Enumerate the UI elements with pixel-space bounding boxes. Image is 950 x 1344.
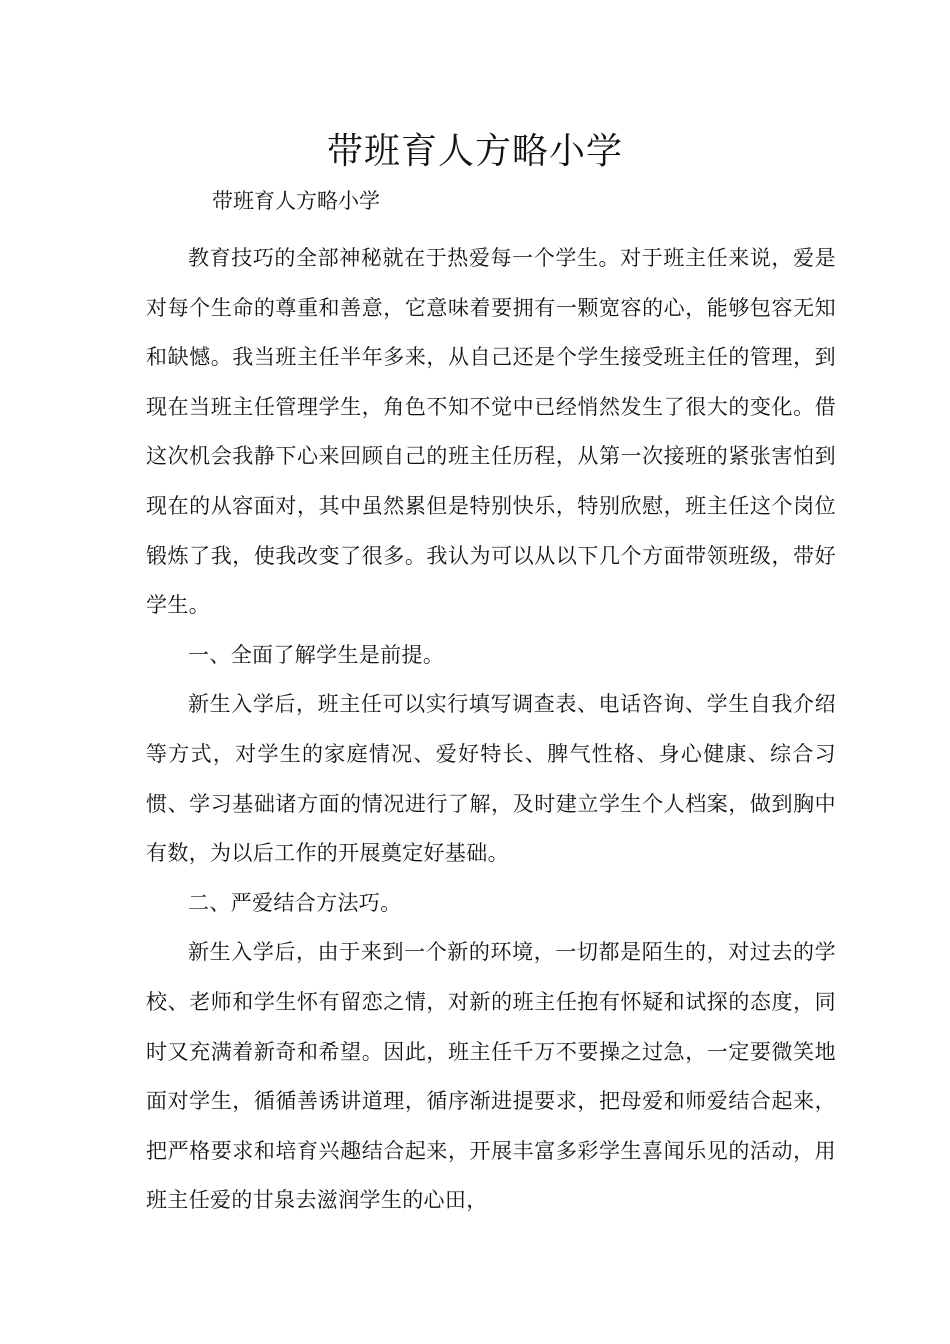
paragraph-section-1: 新生入学后，班主任可以实行填写调查表、电话咨询、学生自我介绍等方式，对学生的家庭情况、爱好特长、脾气性格、身心健康、综合习惯、学习基础诸方面的情况进行了解，及时建立学生个人档案，做到胸中有数，为以后工作的开展奠定好基础。 — [146, 692, 836, 866]
document-subtitle: 带班育人方略小学 — [212, 189, 380, 213]
section-heading-1: 一、全面了解学生是前提。 — [188, 642, 445, 667]
paragraph-section-2: 新生入学后，由于来到一个新的环境，一切都是陌生的，对过去的学校、老师和学生怀有留恋之情，对新的班主任抱有怀疑和试探的态度，同时又充满着新奇和希望。因此，班主任千万不要操之过急，一定要微笑地面对学生，循循善诱讲道理，循序渐进提要求，把母爱和师爱结合起来，把严格要求和培育兴趣结合起来，开展丰富多彩学生喜闻乐见的活动，用班主任爱的甘泉去滋润学生的心田， — [146, 940, 836, 1213]
paragraph-intro: 教育技巧的全部神秘就在于热爱每一个学生。对于班主任来说，爱是对每个生命的尊重和善意，它意味着要拥有一颗宽容的心，能够包容无知和缺憾。我当班主任半年多来，从自己还是个学生接受班主任的管理，到现在当班主任管理学生，角色不知不觉中已经悄然发生了很大的变化。借这次机会我静下心来回顾自己的班主任历程，从第一次接班的紧张害怕到现在的从容面对，其中虽然累但是特别快乐，特别欣慰，班主任这个岗位锻炼了我，使我改变了很多。我认为可以从以下几个方面带领班级，带好学生。 — [146, 246, 836, 618]
document-title: 带班育人方略小学 — [326, 131, 623, 172]
document-body — [146, 234, 836, 1226]
section-heading-2: 二、严爱结合方法巧。 — [188, 890, 402, 915]
